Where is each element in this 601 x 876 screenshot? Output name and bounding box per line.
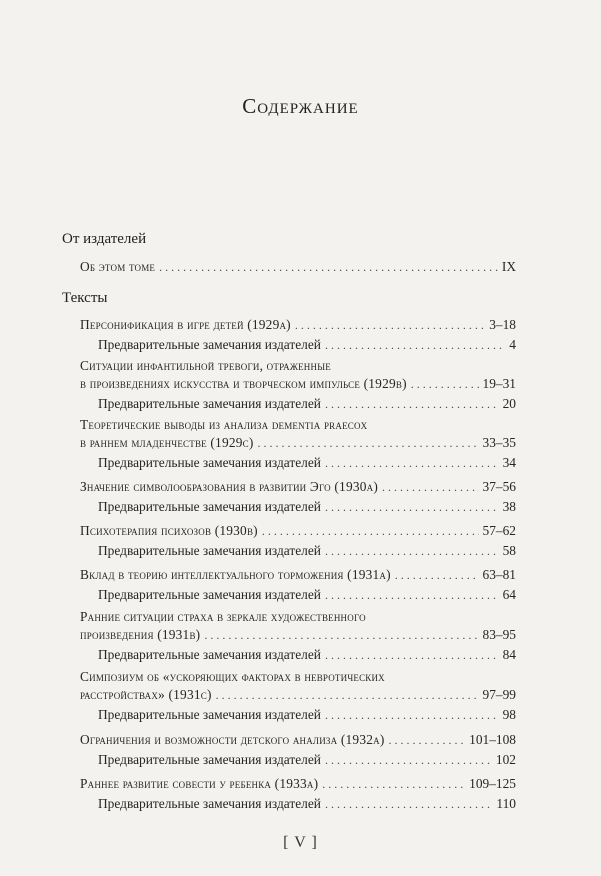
toc-entry-pages: 57–62 xyxy=(482,523,516,538)
toc-subentry xyxy=(98,454,516,472)
toc-subentry xyxy=(98,751,516,769)
toc-entry-pages: 3–18 xyxy=(489,317,516,332)
toc-entry-pages: 19–31 xyxy=(482,376,516,391)
leader-dots xyxy=(204,626,478,644)
leader-dots xyxy=(216,686,479,704)
toc-subentry xyxy=(98,336,516,354)
toc-entry-line xyxy=(80,416,516,434)
leader-dots xyxy=(325,751,492,769)
toc-subentry-pages: 20 xyxy=(502,396,516,411)
toc-subentry-label: Предварительные замечания издателей xyxy=(98,543,321,558)
leader-dots xyxy=(325,542,499,560)
leader-dots xyxy=(322,775,465,793)
toc-entry xyxy=(80,566,516,584)
toc-subentry-pages: 110 xyxy=(496,796,516,811)
toc-subentry-pages: 64 xyxy=(502,587,516,602)
toc-entry-title-cont: произведения (1931b) xyxy=(80,627,201,642)
toc-subentry xyxy=(98,542,516,560)
toc-entry-title: Об этом томе xyxy=(80,259,156,274)
leader-dots xyxy=(262,522,479,540)
toc-entry-line xyxy=(80,608,516,626)
toc-subentry-label: Предварительные замечания издателей xyxy=(98,455,321,470)
toc-subentry-pages: 34 xyxy=(502,455,516,470)
toc-subentry xyxy=(98,498,516,516)
toc-subentry-label: Предварительные замечания издателей xyxy=(98,707,321,722)
leader-dots xyxy=(258,434,479,452)
toc-entry-pages: 63–81 xyxy=(482,567,516,582)
section-heading-publishers: От издателей xyxy=(62,231,147,247)
toc-entry xyxy=(80,775,516,793)
toc-subentry-label: Предварительные замечания издателей xyxy=(98,499,321,514)
toc-entry-title: Теоретические выводы из анализа dementia praecox xyxy=(80,417,368,432)
toc-entry-line xyxy=(80,668,516,686)
toc-subentry-pages: 84 xyxy=(502,647,516,662)
leader-dots xyxy=(395,566,479,584)
toc-entry xyxy=(80,686,516,704)
toc-entry-title: Ранние ситуации страха в зеркале художественного xyxy=(80,609,366,624)
toc-entry-title: Раннее развитие совести у ребенка (1933a) xyxy=(80,776,319,791)
leader-dots xyxy=(325,706,499,724)
toc-entry-title: Ограничения и возможности детского анализа (1932a) xyxy=(80,732,385,747)
toc-entry-title: Ситуации инфантильной тревоги, отраженные xyxy=(80,358,331,373)
toc-entry-title: Вклад в теорию интеллектуального торможения (1931a) xyxy=(80,567,391,582)
leader-dots xyxy=(411,375,479,393)
leader-dots xyxy=(325,795,492,813)
page-title: Содержание xyxy=(242,94,359,118)
toc-entry-pages: 83–95 xyxy=(482,627,516,642)
toc-entry xyxy=(80,731,516,749)
toc-subentry-label: Предварительные замечания издателей xyxy=(98,337,321,352)
toc-entry-line xyxy=(80,357,516,375)
toc-entry xyxy=(80,316,516,334)
toc-subentry-pages: 102 xyxy=(495,752,516,767)
toc-entry xyxy=(80,626,516,644)
leader-dots xyxy=(325,454,499,472)
toc-entry xyxy=(80,522,516,540)
toc-entry-pages: IX xyxy=(501,259,516,274)
section-heading-texts: Тексты xyxy=(62,290,108,306)
toc-subentry xyxy=(98,795,516,813)
toc-entry-title-cont: в произведениях искусства и творческом импульсе (1929b) xyxy=(80,376,407,391)
toc-entry xyxy=(80,375,516,393)
toc-subentry-label: Предварительные замечания издателей xyxy=(98,587,321,602)
leader-dots xyxy=(325,498,499,516)
toc-entry xyxy=(80,478,516,496)
toc-subentry-label: Предварительные замечания издателей xyxy=(98,796,321,811)
toc-subentry xyxy=(98,395,516,413)
toc-entry-pages: 101–108 xyxy=(469,732,516,747)
toc-entry-title: Симпозиум об «ускоряющих факторах в невротических xyxy=(80,669,385,684)
toc-subentry xyxy=(98,706,516,724)
toc-entry-pages: 109–125 xyxy=(469,776,516,791)
toc-subentry-pages: 4 xyxy=(509,337,516,352)
toc-entry xyxy=(80,434,516,452)
leader-dots xyxy=(325,646,499,664)
leader-dots xyxy=(325,586,499,604)
toc-subentry-label: Предварительные замечания издателей xyxy=(98,396,321,411)
toc-entry-title: Психотерапия психозов (1930b) xyxy=(80,523,258,538)
toc-subentry xyxy=(98,646,516,664)
toc-subentry-label: Предварительные замечания издателей xyxy=(98,752,321,767)
toc-entry-pages: 37–56 xyxy=(482,479,516,494)
toc-subentry-pages: 58 xyxy=(502,543,516,558)
toc-entry-pages: 33–35 xyxy=(482,435,516,450)
toc-entry-title-cont: в раннем младенчестве (1929c) xyxy=(80,435,254,450)
toc-entry-about-volume xyxy=(80,258,516,276)
toc-entry-title: Значение символообразования в развитии Эго (1930a) xyxy=(80,479,378,494)
toc-entry-pages: 97–99 xyxy=(482,687,516,702)
toc-subentry-label: Предварительные замечания издателей xyxy=(98,647,321,662)
toc-entry-title-cont: расстройствах» (1931c) xyxy=(80,687,212,702)
toc-subentry-pages: 38 xyxy=(502,499,516,514)
leader-dots xyxy=(325,395,499,413)
leader-dots xyxy=(325,336,505,354)
leader-dots xyxy=(159,258,498,276)
toc-subentry-pages: 98 xyxy=(502,707,516,722)
leader-dots xyxy=(382,478,479,496)
leader-dots xyxy=(295,316,485,334)
toc-entry-title: Персонификация в игре детей (1929a) xyxy=(80,317,291,332)
page-number: [ V ] xyxy=(283,834,318,851)
leader-dots xyxy=(388,731,465,749)
toc-subentry xyxy=(98,586,516,604)
